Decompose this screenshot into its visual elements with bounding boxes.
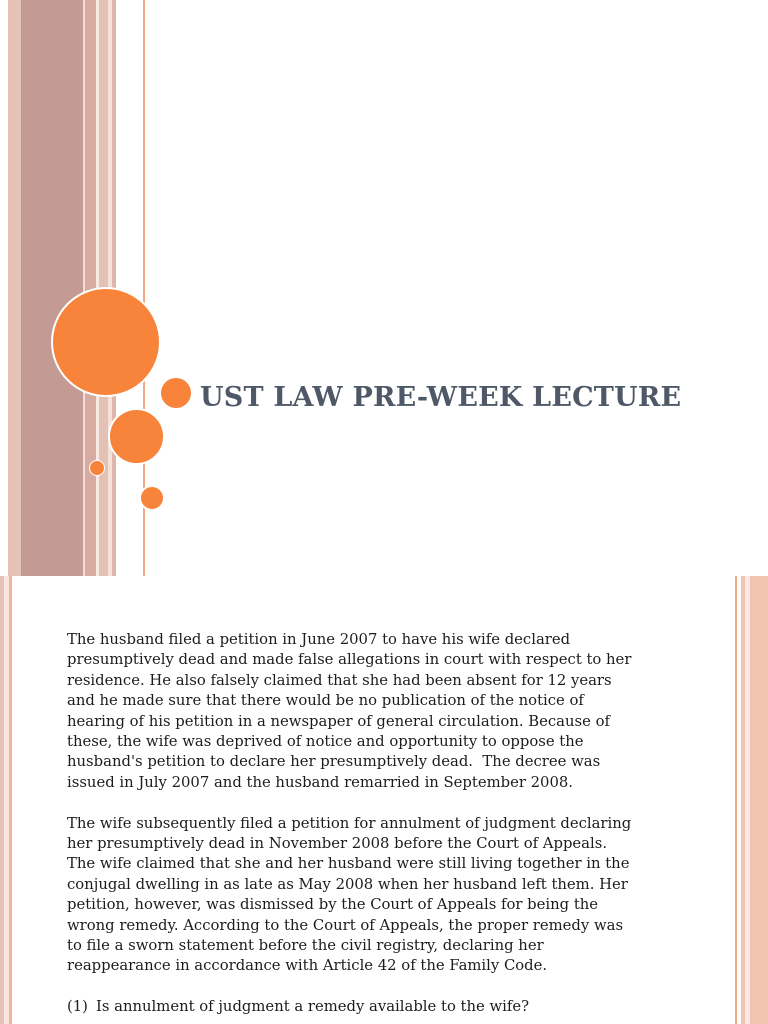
question-text: Is annulment of judgment a remedy available to the wife? [96, 998, 530, 1016]
text-line: The wife subsequently filed a petition for annulment of judgment declaring [67, 814, 632, 832]
decorative-circle-small [159, 376, 193, 410]
text-line: husband's petition to declare her presumptively dead. The decree was [67, 753, 601, 771]
decorative-stripe [21, 0, 83, 576]
paragraph-facts [67, 630, 732, 793]
decorative-circle-tiny [89, 460, 105, 476]
text-line: her presumptively dead in November 2008 before the Court of Appeals. [67, 835, 608, 853]
text-line: residence. He also falsely claimed that she had been absent for 12 years [67, 671, 612, 689]
text-line: wrong remedy. According to the Court of Appeals, the proper remedy was [67, 916, 624, 934]
text-line: and he made sure that there would be no publication of the notice of [67, 692, 584, 710]
text-line: petition, however, was dismissed by the Court of Appeals for being the [67, 896, 599, 914]
decorative-stripe [750, 576, 768, 1024]
text-line: issued in July 2007 and the husband remarried in September 2008. [67, 773, 574, 791]
content-slide [0, 576, 768, 1024]
question-item [67, 997, 732, 1017]
text-line: hearing of his petition in a newspaper of general circulation. Because of [67, 712, 610, 730]
paragraph-proceedings [67, 814, 732, 977]
text-line: The husband filed a petition in June 2007 to have his wife declared [67, 631, 571, 648]
decorative-stripe [8, 0, 21, 576]
decorative-circle-medium [108, 408, 165, 465]
text-line: presumptively dead and made false allegations in court with respect to her [67, 651, 632, 669]
text-line: The wife claimed that she and her husband were still living together in the [67, 855, 630, 873]
slide-body [67, 630, 732, 1018]
decorative-stripe [9, 576, 12, 1024]
text-line: these, the wife was deprived of notice and opportunity to oppose the [67, 733, 584, 751]
text-line: conjugal dwelling in as late as May 2008 when her husband left them. Her [67, 875, 628, 893]
text-line: to file a sworn statement before the civil registry, declaring her [67, 937, 544, 955]
decorative-circle-small [139, 485, 165, 511]
text-line: reappearance in accordance with Article 42 of the Family Code. [67, 957, 548, 975]
decorative-line [735, 576, 737, 1024]
question-number: (1) [67, 998, 88, 1016]
decorative-circle-large [51, 287, 161, 397]
slide-title: UST LAW PRE-WEEK LECTURE [200, 382, 682, 413]
